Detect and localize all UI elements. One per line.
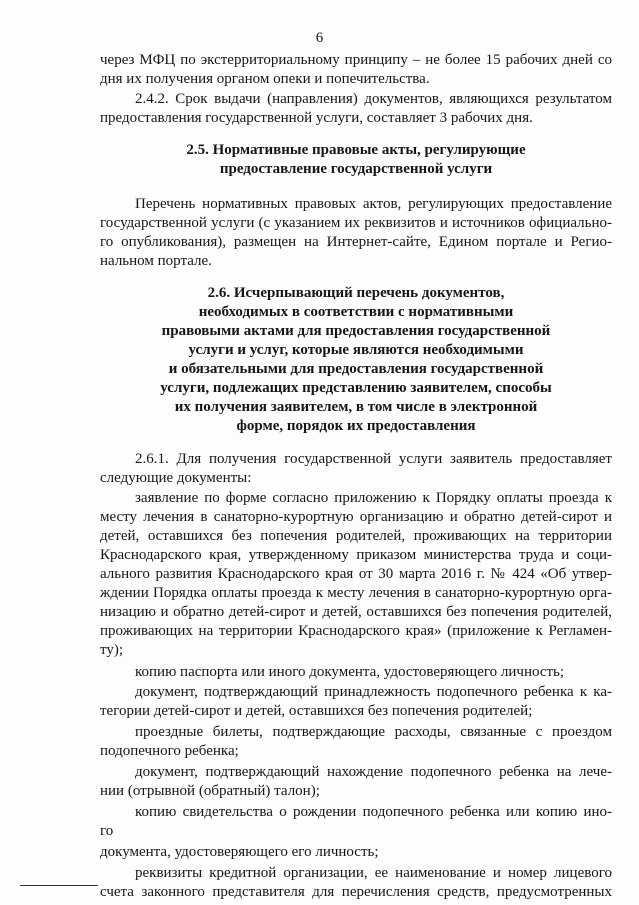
body-line: документа, удостоверяющего его личность;: [100, 844, 379, 860]
body-line: реквизиты кредитной организации, ее наименование и номер лицевого: [135, 865, 612, 881]
body-line: нальном портале.: [100, 253, 212, 269]
body-line: следующие документы:: [100, 470, 252, 486]
section-heading-line: форме, порядок их предоставления: [236, 418, 476, 434]
section-heading-line: 2.5. Нормативные правовые акты, регулирующие: [186, 142, 526, 158]
section-heading-line: 2.6. Исчерпывающий перечень документов,: [207, 285, 505, 301]
body-line: тегории детей-сирот и детей, оставшихся без попечения родителей;: [100, 703, 533, 719]
body-line: проживающих на территории Краснодарского края» (приложение к Регламен-: [100, 623, 612, 639]
body-line: месту лечения в санаторно-курортную организацию и обратно детей-сирот и: [100, 509, 612, 525]
body-line: подопечного ребенка;: [100, 743, 239, 759]
body-line: заявление по форме согласно приложению к Порядку оплаты проезда к: [135, 490, 612, 506]
body-line: копию свидетельства о рождении подопечного ребенка или копию ино-: [135, 804, 612, 820]
body-line: государственной услуги (с указанием их реквизитов и источников официально-: [100, 215, 612, 231]
body-line: го: [100, 823, 114, 839]
body-line: предоставления государственной услуги, составляет 3 рабочих дня.: [100, 110, 533, 126]
body-line: ту);: [100, 642, 124, 658]
section-heading-line: услуги и услуг, которые являются необходимыми: [188, 342, 524, 358]
body-line: через МФЦ по экстерриториальному принципу – не более 15 рабочих дней со: [100, 52, 612, 68]
body-line: копию паспорта или иного документа, удостоверяющего личность;: [135, 664, 565, 680]
body-line: 2.4.2. Срок выдачи (направления) документов, являющихся результатом: [135, 91, 612, 107]
body-line: документ, подтверждающий принадлежность подопечного ребенка к ка-: [135, 684, 612, 700]
body-line: детей, оставшихся без попечения родителей, проживающих на территории: [100, 528, 612, 544]
section-heading-line: предоставление государственной услуги: [219, 161, 493, 177]
section-heading-line: правовыми актами для предоставления государственной: [161, 323, 551, 339]
body-line: ального развития Краснодарского края от 30 марта 2016 г. № 424 «Об утвер-: [100, 566, 612, 582]
body-line: проездные билеты, подтверждающие расходы, связанные с проездом: [135, 724, 612, 740]
section-heading-line: и обязательными для предоставления государственной: [168, 361, 544, 377]
body-line: нии (отрывной (обратный) талон);: [100, 783, 320, 799]
body-line: документ, подтверждающий нахождение подопечного ребенка на лече-: [135, 764, 612, 780]
body-line: счета законного представителя для перечисления средств, предусмотренных: [100, 884, 612, 900]
body-line: Перечень нормативных правовых актов, регулирующих предоставление: [135, 196, 612, 212]
body-line: дня их получения органом опеки и попечительства.: [100, 71, 430, 87]
section-heading-line: их получения заявителем, в том числе в электронной: [174, 399, 538, 415]
section-heading-line: необходимых в соответствии с нормативными: [198, 304, 514, 320]
section-heading-line: услуги, подлежащих представлению заявителем, способы: [160, 380, 552, 396]
body-line: 2.6.1. Для получения государственной услуги заявитель предоставляет: [135, 451, 612, 467]
body-line: ждении Порядка оплаты проезда к месту лечения в санаторно-курортную орга-: [100, 585, 612, 601]
body-line: Краснодарского края, утвержденному приказом министерства труда и соци-: [100, 547, 612, 563]
body-line: го опубликования), размещен на Интернет-сайте, Едином портале и Регио-: [100, 234, 612, 250]
footer-rule: [20, 885, 98, 886]
page-number: 6: [315, 30, 324, 46]
body-line: низацию и обратно детей-сирот и детей, оставшихся без попечения родителей,: [100, 604, 612, 620]
